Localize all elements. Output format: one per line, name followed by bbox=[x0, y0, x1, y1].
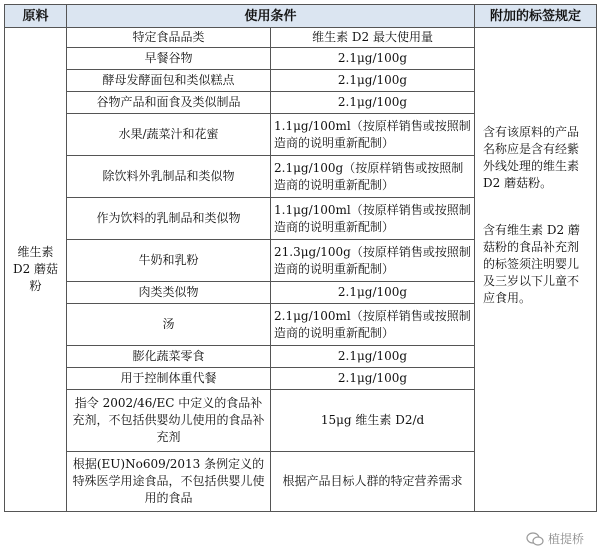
food-category: 用于控制体重代餐 bbox=[67, 368, 271, 390]
labeling-cell bbox=[475, 28, 597, 512]
max-usage: 2.1μg/100g bbox=[271, 368, 475, 390]
max-usage: 2.1μg/100g bbox=[271, 282, 475, 304]
watermark bbox=[526, 530, 584, 547]
max-usage: 1.1μg/100ml（按原样销售或按照制造商的说明重新配制） bbox=[271, 198, 475, 240]
max-usage: 2.1μg/100g bbox=[271, 92, 475, 114]
food-category: 牛奶和乳粉 bbox=[67, 240, 271, 282]
max-usage: 2.1μg/100ml（按原样销售或按照制造商的说明重新配制） bbox=[271, 304, 475, 346]
labeling-rule-2: 含有维生素 D2 蘑菇粉的食品补充剂的标签须注明婴儿及三岁以下儿童不应食用。 bbox=[483, 223, 580, 305]
max-usage: 2.1μg/100g bbox=[271, 48, 475, 70]
max-usage: 2.1μg/100g bbox=[271, 346, 475, 368]
header-labeling: 附加的标签规定 bbox=[475, 5, 597, 28]
watermark-text: 植提桥 bbox=[547, 532, 584, 546]
wechat-icon bbox=[526, 532, 544, 546]
labeling-rule-1: 含有该原料的产品名称应是含有经紫外线处理的维生素 D2 蘑菇粉。 bbox=[483, 125, 580, 190]
food-category: 指令 2002/46/EC 中定义的食品补充剂，不包括供婴幼儿使用的食品补充剂 bbox=[67, 390, 271, 452]
regulation-table bbox=[4, 4, 597, 512]
max-usage: 维生素 D2 最大使用量 bbox=[271, 28, 475, 48]
food-category: 根据(EU)No609/2013 条例定义的特殊医学用途食品，不包括供婴儿使用的食品 bbox=[67, 452, 271, 512]
header-conditions: 使用条件 bbox=[67, 5, 475, 28]
food-category: 汤 bbox=[67, 304, 271, 346]
max-usage: 根据产品目标人群的特定营养需求 bbox=[271, 452, 475, 512]
food-category: 谷物产品和面食及类似制品 bbox=[67, 92, 271, 114]
food-category: 特定食品品类 bbox=[67, 28, 271, 48]
table-row bbox=[5, 28, 597, 48]
material-cell: 维生素 D2 蘑菇粉 bbox=[5, 28, 67, 512]
food-category: 除饮料外乳制品和类似物 bbox=[67, 156, 271, 198]
food-category: 肉类类似物 bbox=[67, 282, 271, 304]
food-category: 酵母发酵面包和类似糕点 bbox=[67, 70, 271, 92]
header-material: 原料 bbox=[5, 5, 67, 28]
max-usage: 2.1μg/100g（按原样销售或按照制造商的说明重新配制） bbox=[271, 156, 475, 198]
food-category: 早餐谷物 bbox=[67, 48, 271, 70]
max-usage: 21.3μg/100g（按原样销售或按照制造商的说明重新配制） bbox=[271, 240, 475, 282]
max-usage: 15μg 维生素 D2/d bbox=[271, 390, 475, 452]
max-usage: 1.1μg/100ml（按原样销售或按照制造商的说明重新配制） bbox=[271, 114, 475, 156]
max-usage: 2.1μg/100g bbox=[271, 70, 475, 92]
food-category: 作为饮料的乳制品和类似物 bbox=[67, 198, 271, 240]
food-category: 膨化蔬菜零食 bbox=[67, 346, 271, 368]
header-row bbox=[5, 5, 597, 28]
food-category: 水果/蔬菜汁和花蜜 bbox=[67, 114, 271, 156]
